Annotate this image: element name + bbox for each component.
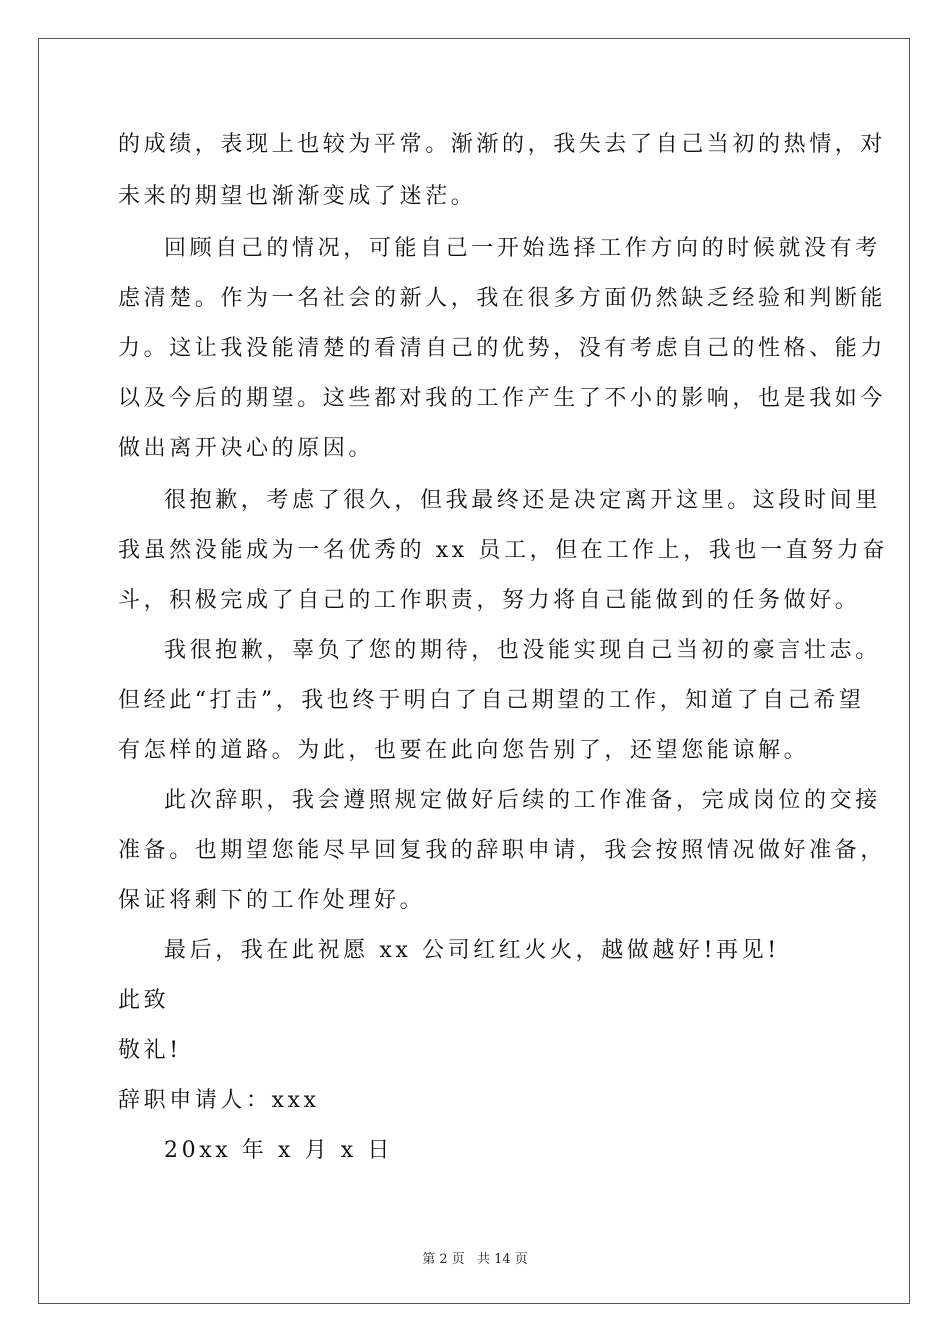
text-line: 有怎样的道路。为此，也要在此向您告别了，还望您能谅解。	[118, 738, 810, 763]
paragraph-start-line: 很抱歉，考虑了很久，但我最终还是决定离开这里。这段时间里	[164, 488, 881, 513]
salutation-line: 此致	[118, 988, 170, 1013]
paragraph-start-line: 我很抱歉，辜负了您的期待，也没能实现自己当初的豪言壮志。	[164, 638, 881, 663]
text-line: 的成绩，表现上也较为平常。渐渐的，我失去了自己当初的热情，对	[118, 132, 887, 157]
text-line: 斗，积极完成了自己的工作职责，努力将自己能做到的任务做好。	[118, 588, 861, 613]
salutation-line: 敬礼!	[118, 1038, 182, 1063]
text-line: 保证将剩下的工作处理好。	[118, 888, 426, 913]
text-line: 做出离开决心的原因。	[118, 436, 375, 461]
text-line: 虑清楚。作为一名社会的新人，我在很多方面仍然缺乏经验和判断能	[118, 286, 887, 311]
closing-wish-line: 最后，我在此祝愿 xx 公司红红火火，越做越好!再见!	[164, 938, 780, 963]
date-line: 20xx 年 x 月 x 日	[164, 1138, 393, 1163]
paragraph-start-line: 回顾自己的情况，可能自己一开始选择工作方向的时候就没有考	[164, 236, 881, 261]
text-line: 力。这让我没能清楚的看清自己的优势，没有考虑自己的性格、能力	[118, 336, 887, 361]
text-line: 我虽然没能成为一名优秀的 xx 员工，但在工作上，我也一直努力奋	[118, 538, 889, 563]
text-line: 准备。也期望您能尽早回复我的辞职申请，我会按照情况做好准备，	[118, 838, 887, 863]
page-number: 第 2 页	[422, 1252, 465, 1267]
text-line: 但经此“打击”，我也终于明白了自己期望的工作，知道了自己希望	[118, 688, 865, 713]
text-line: 未来的期望也渐渐变成了迷茫。	[118, 184, 477, 209]
text-line: 以及今后的期望。这些都对我的工作产生了不小的影响，也是我如今	[118, 386, 887, 411]
page-total: 共 14 页	[476, 1252, 528, 1267]
page-footer	[0, 1248, 950, 1267]
paragraph-start-line: 此次辞职，我会遵照规定做好后续的工作准备，完成岗位的交接	[164, 788, 881, 813]
signature-line: 辞职申请人：xxx	[118, 1088, 320, 1113]
